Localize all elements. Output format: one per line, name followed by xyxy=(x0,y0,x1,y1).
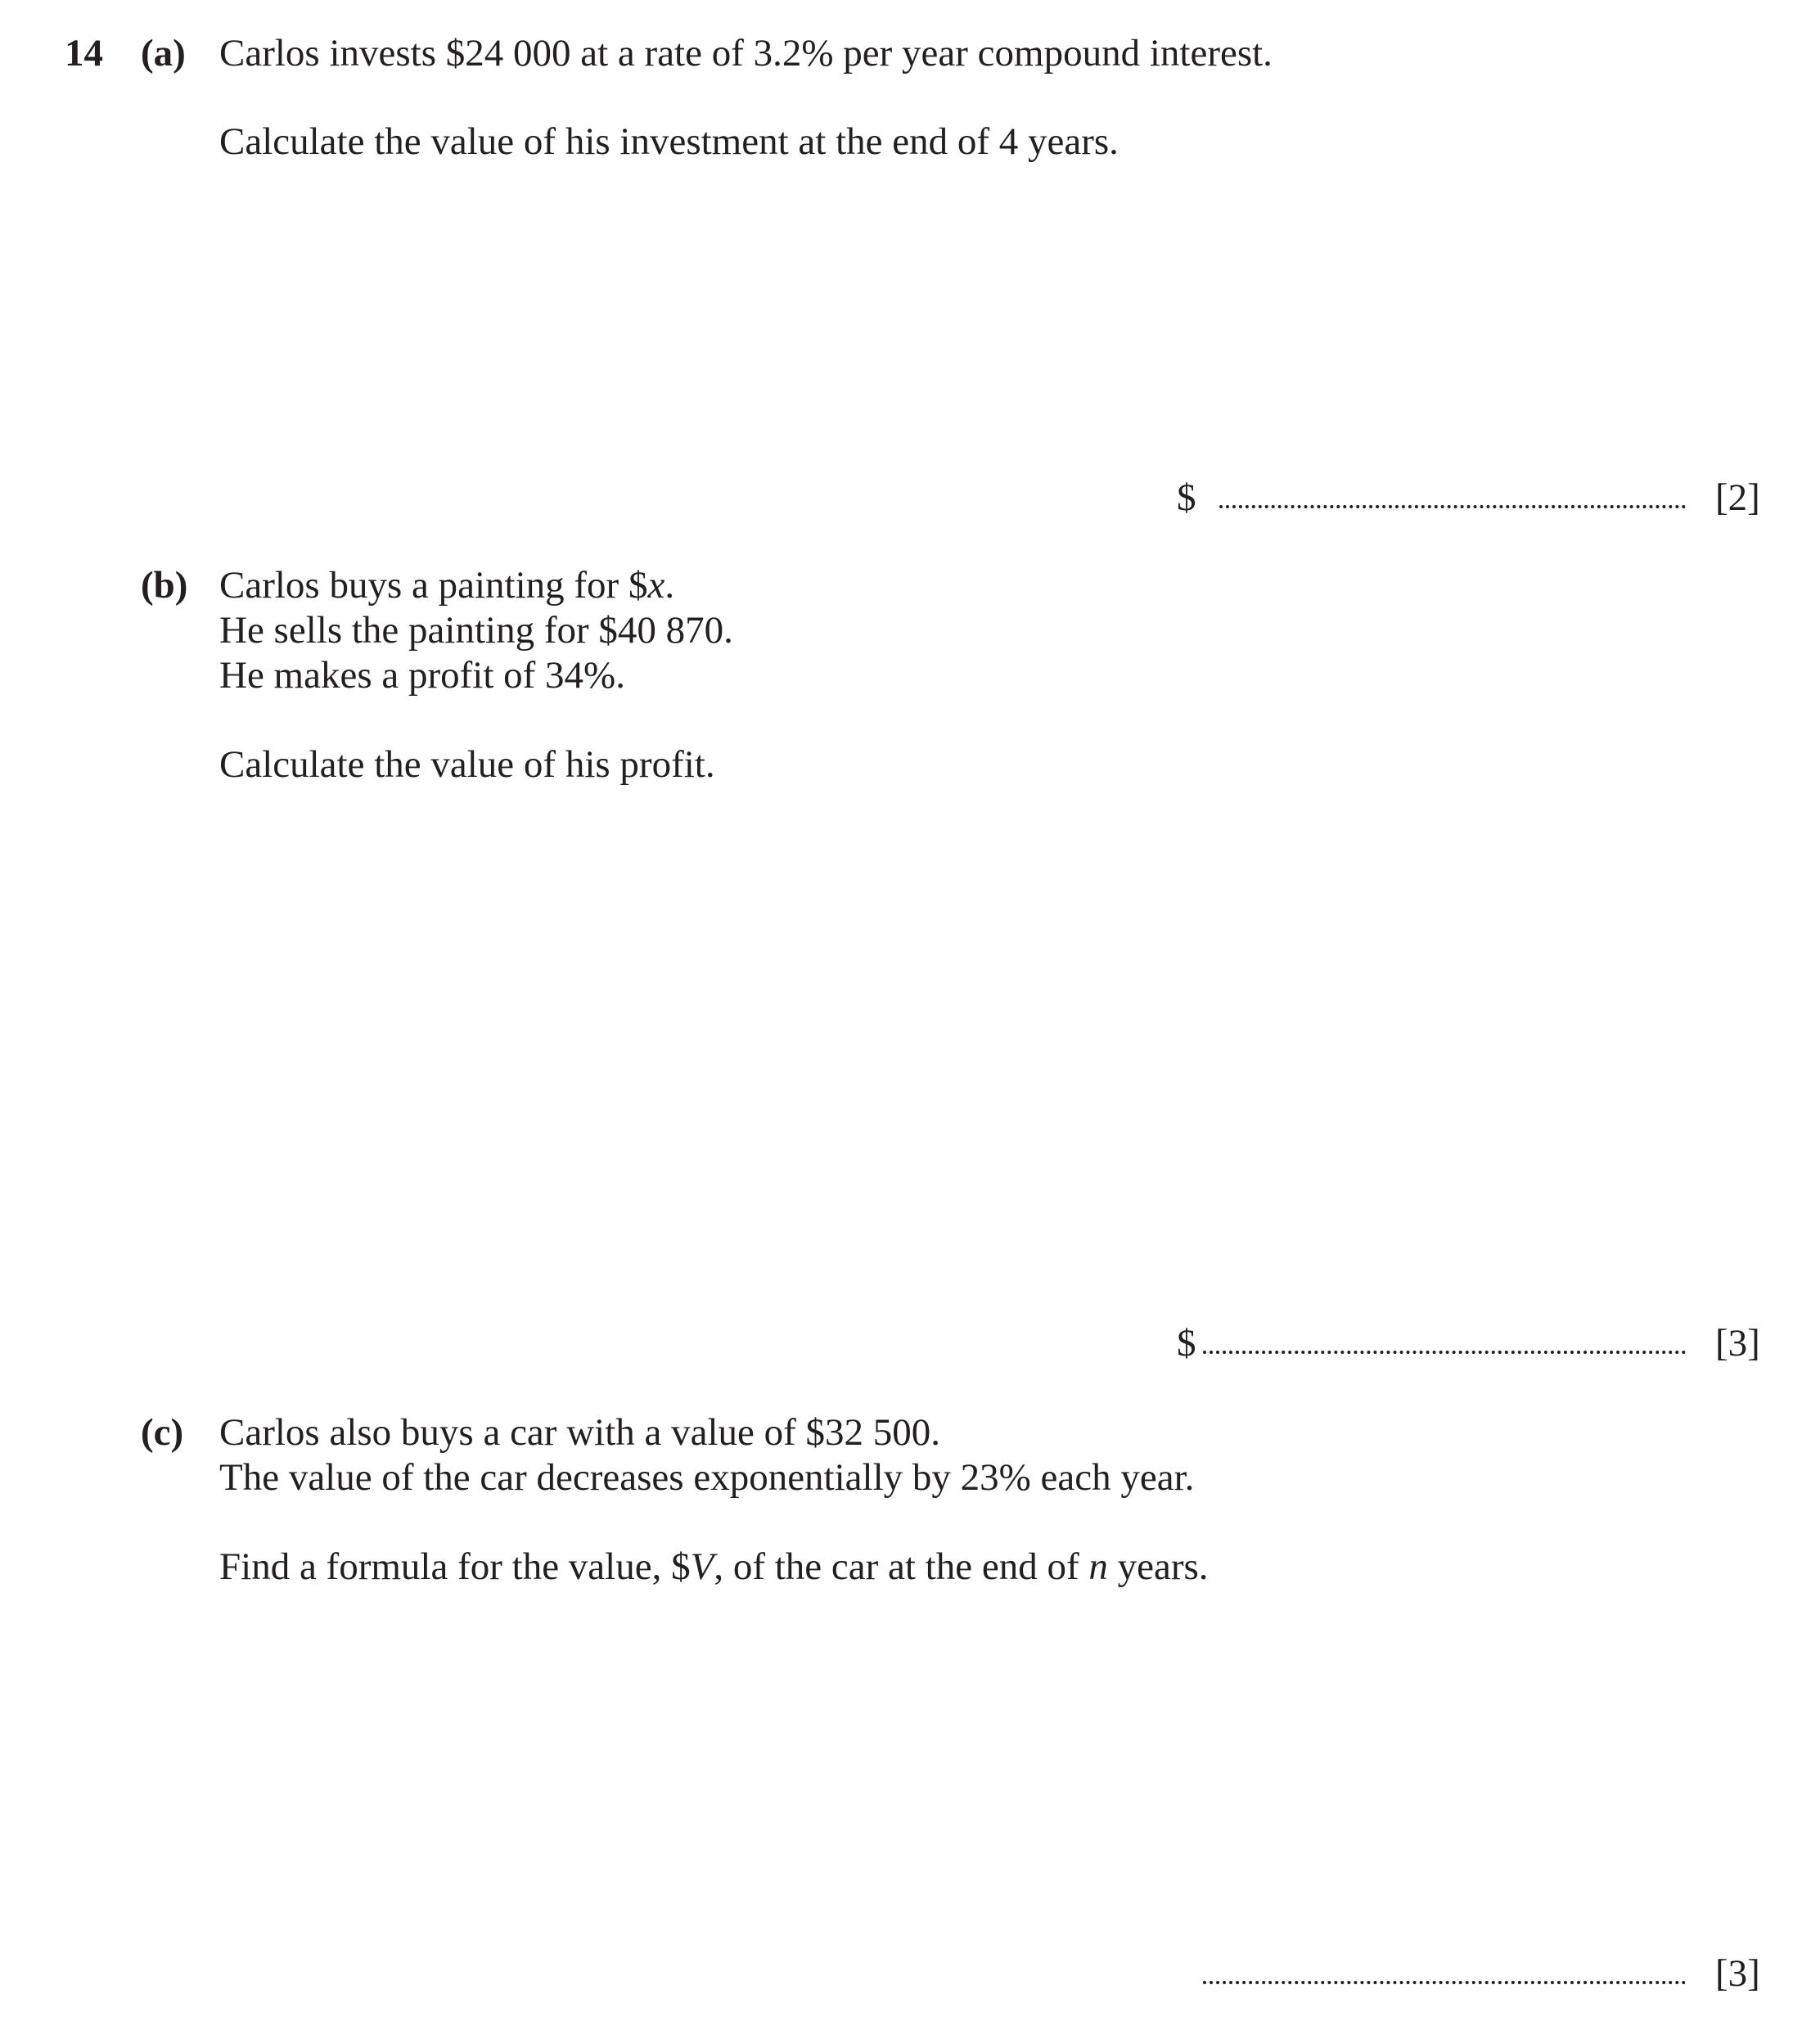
part-b-question: Calculate the value of his profit. xyxy=(219,743,715,786)
part-a-question: Calculate the value of his investment at the end of 4 years. xyxy=(219,120,1119,163)
part-a-statement: Carlos invests $24 000 at a rate of 3.2% per year compound interest. xyxy=(219,32,1273,74)
part-a-marks: [2] xyxy=(1715,476,1760,519)
part-b-line-1 xyxy=(219,566,674,605)
part-a-answer-line[interactable] xyxy=(1219,505,1686,508)
part-b-line-3: He makes a profit of 34%. xyxy=(219,654,625,697)
part-a-answer-dollar: $ xyxy=(1177,476,1196,519)
part-c-question-text-3: years. xyxy=(1107,1545,1209,1588)
part-c-line-2: The value of the car decreases exponentially by 23% each year. xyxy=(219,1456,1195,1499)
part-c-question-text-2: , of the car at the end of xyxy=(714,1545,1089,1588)
part-b-marks: [3] xyxy=(1715,1322,1760,1365)
part-b-line-2: He sells the painting for $40 870. xyxy=(219,609,733,652)
variable-v: V xyxy=(690,1545,714,1588)
part-c-question xyxy=(219,1545,1209,1588)
part-b-answer-line[interactable] xyxy=(1203,1351,1686,1354)
variable-x: x xyxy=(647,564,665,607)
part-c-label: (c) xyxy=(141,1411,184,1454)
variable-n: n xyxy=(1088,1545,1108,1588)
part-c-answer-line[interactable] xyxy=(1203,1981,1686,1984)
part-b-answer-dollar: $ xyxy=(1177,1322,1196,1365)
part-c-line-1: Carlos also buys a car with a value of $32 500. xyxy=(219,1411,941,1454)
part-b-line-1-text: Carlos buys a painting for $ xyxy=(219,564,648,607)
part-a-label: (a) xyxy=(141,32,186,74)
question-number: 14 xyxy=(65,32,103,74)
part-b-line-1-end: . xyxy=(664,564,675,607)
part-c-question-text-1: Find a formula for the value, $ xyxy=(219,1545,691,1588)
part-b-label: (b) xyxy=(141,564,188,607)
part-c-marks: [3] xyxy=(1715,1952,1760,1995)
